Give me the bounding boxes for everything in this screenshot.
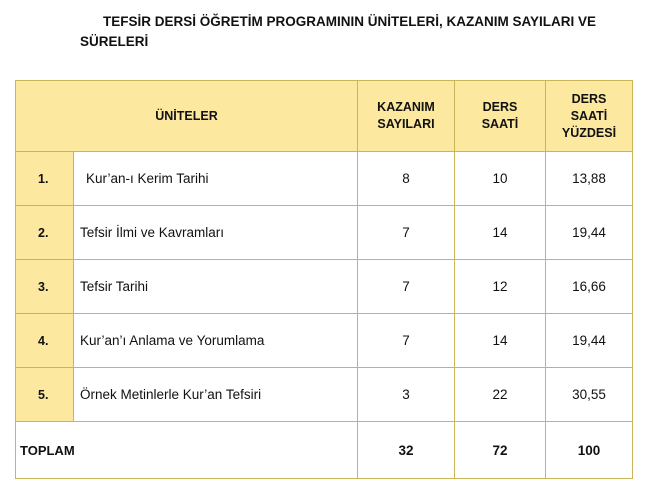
table-row [16,206,633,260]
ders-saati-yuzde: 13,88 [546,152,633,206]
row-number: 1. [16,152,74,206]
title-line-1: TEFSİR DERSİ ÖĞRETİM PROGRAMININ ÜNİTELERİ, KAZANIM SAYILARI VE [103,14,597,29]
header-units: ÜNİTELER [16,81,358,152]
unit-name: Örnek Metinlerle Kur’an Tefsiri [74,368,358,422]
unit-name: Kur’an-ı Kerim Tarihi [74,152,358,206]
ders-saati-yuzde: 16,66 [546,260,633,314]
units-table [15,80,633,479]
table-row [16,368,633,422]
table-total-row [16,422,633,479]
row-number: 3. [16,260,74,314]
row-number: 2. [16,206,74,260]
unit-name: Kur’an’ı Anlama ve Yorumlama [74,314,358,368]
document-title [80,12,600,52]
title-line-2: SÜRELERİ [80,34,149,49]
header-ders-saati-yuzdesi: DERS SAATİ YÜZDESİ [546,81,633,152]
ders-saati: 14 [455,314,546,368]
unit-name: Tefsir Tarihi [74,260,358,314]
kazanim-count: 7 [358,260,455,314]
table-row [16,152,633,206]
kazanim-count: 7 [358,314,455,368]
ders-saati-yuzde: 19,44 [546,206,633,260]
ders-saati-yuzde: 30,55 [546,368,633,422]
kazanim-count: 8 [358,152,455,206]
total-ders-saati: 72 [455,422,546,479]
kazanim-count: 7 [358,206,455,260]
ders-saati: 10 [455,152,546,206]
total-label: TOPLAM [16,422,358,479]
ders-saati: 12 [455,260,546,314]
ders-saati: 14 [455,206,546,260]
header-kazanim-sayilari: KAZANIM SAYILARI [358,81,455,152]
table-row [16,314,633,368]
header-ders-saati: DERS SAATİ [455,81,546,152]
ders-saati: 22 [455,368,546,422]
table-row [16,260,633,314]
table-header-row [16,81,633,152]
total-kazanim: 32 [358,422,455,479]
unit-name: Tefsir İlmi ve Kavramları [74,206,358,260]
row-number: 4. [16,314,74,368]
kazanim-count: 3 [358,368,455,422]
ders-saati-yuzde: 19,44 [546,314,633,368]
row-number: 5. [16,368,74,422]
total-yuzde: 100 [546,422,633,479]
